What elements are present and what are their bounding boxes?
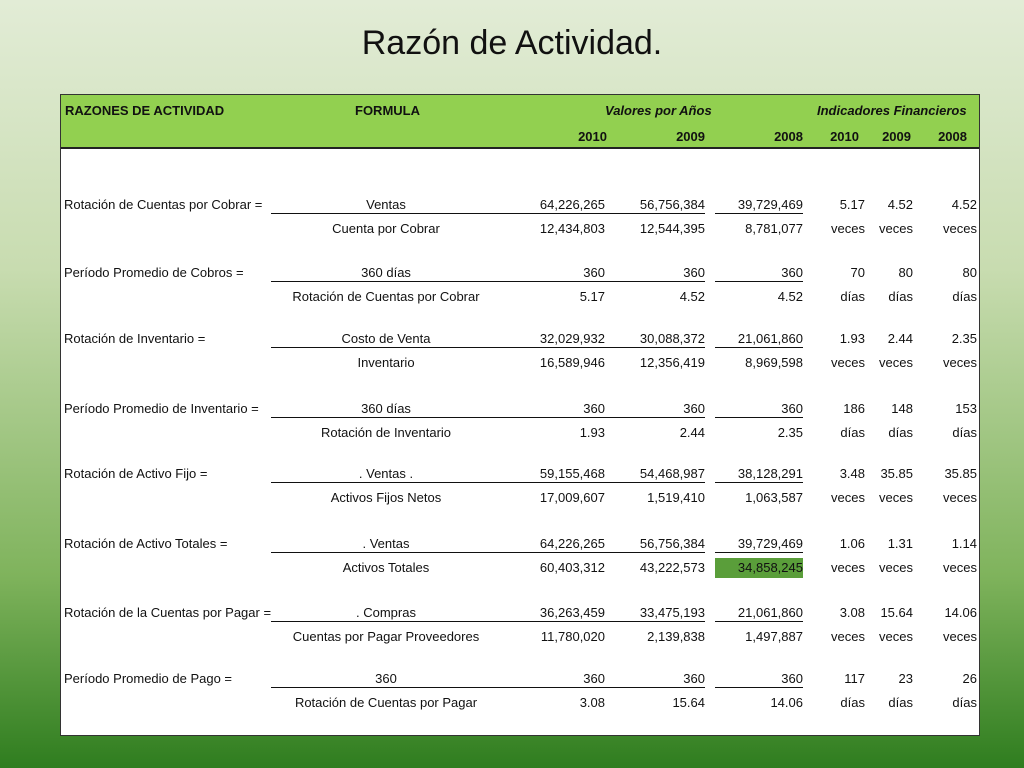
formula-numerator: Ventas <box>271 197 501 214</box>
formula-denominator: Cuenta por Cobrar <box>332 221 440 236</box>
indicator-value: 35.85 <box>944 466 977 481</box>
denominator-value: 1,497,887 <box>745 629 803 644</box>
header-valores: Valores por Años <box>605 103 712 118</box>
denominator-value: 4.52 <box>679 289 705 304</box>
header-ind-year-2009: 2009 <box>882 129 911 144</box>
numerator-value: 38,128,291 <box>715 466 803 483</box>
indicator-value: 1.14 <box>951 536 977 551</box>
ratio-label: Rotación de Activo Fijo = <box>64 466 208 481</box>
numerator-value: 360 <box>715 265 803 282</box>
indicator-value: 3.08 <box>839 605 865 620</box>
formula-numerator: 360 <box>271 671 501 688</box>
numerator-value: 59,155,468 <box>501 466 605 483</box>
indicator-unit: días <box>952 425 977 440</box>
activity-ratios-table <box>60 94 980 736</box>
numerator-value: 64,226,265 <box>501 536 605 553</box>
ratio-label: Rotación de Cuentas por Cobrar = <box>64 197 263 212</box>
indicator-unit: veces <box>879 355 913 370</box>
indicator-unit: veces <box>943 629 977 644</box>
denominator-value: 1.93 <box>579 425 605 440</box>
indicator-value: 153 <box>955 401 977 416</box>
indicator-value: 15.64 <box>880 605 913 620</box>
ratio-label: Período Promedio de Cobros = <box>64 265 244 280</box>
indicator-unit: veces <box>831 221 865 236</box>
numerator-value: 64,226,265 <box>501 197 605 214</box>
numerator-value: 39,729,469 <box>715 536 803 553</box>
denominator-value: 8,781,077 <box>745 221 803 236</box>
numerator-value: 21,061,860 <box>715 331 803 348</box>
denominator-value: 17,009,607 <box>539 490 605 505</box>
numerator-value: 21,061,860 <box>715 605 803 622</box>
indicator-unit: veces <box>831 629 865 644</box>
indicator-unit: veces <box>943 560 977 575</box>
numerator-value: 360 <box>501 671 605 688</box>
formula-denominator: Rotación de Inventario <box>320 425 452 440</box>
ratio-label: Rotación de Inventario = <box>64 331 206 346</box>
denominator-value: 2.35 <box>777 425 803 440</box>
indicator-unit: veces <box>831 560 865 575</box>
denominator-value: 12,356,419 <box>639 355 705 370</box>
numerator-value: 56,756,384 <box>605 197 705 214</box>
denominator-value: 5.17 <box>579 289 605 304</box>
indicator-unit: días <box>840 695 865 710</box>
numerator-value: 360 <box>501 401 605 418</box>
indicator-value: 70 <box>850 265 865 280</box>
indicator-unit: veces <box>943 355 977 370</box>
indicator-value: 26 <box>962 671 977 686</box>
denominator-value: 15.64 <box>672 695 705 710</box>
formula-denominator: Activos Fijos Netos <box>330 490 442 505</box>
header-ind-year-2008: 2008 <box>938 129 967 144</box>
numerator-value: 32,029,932 <box>501 331 605 348</box>
indicator-unit: veces <box>879 629 913 644</box>
indicator-value: 35.85 <box>880 466 913 481</box>
numerator-value: 360 <box>715 671 803 688</box>
table-header <box>61 95 979 149</box>
indicator-unit: veces <box>943 221 977 236</box>
indicator-unit: veces <box>943 490 977 505</box>
indicator-unit: días <box>952 289 977 304</box>
header-razones: RAZONES DE ACTIVIDAD <box>65 103 225 118</box>
header-ind-year-2010: 2010 <box>830 129 859 144</box>
indicator-unit: días <box>952 695 977 710</box>
denominator-value: 1,063,587 <box>745 490 803 505</box>
indicator-unit: veces <box>831 490 865 505</box>
header-formula: FORMULA <box>355 103 420 118</box>
indicator-value: 186 <box>843 401 865 416</box>
numerator-value: 36,263,459 <box>501 605 605 622</box>
denominator-value: 16,589,946 <box>539 355 605 370</box>
formula-denominator: Activos Totales <box>342 560 430 575</box>
ratio-label: Rotación de la Cuentas por Pagar = <box>64 605 272 620</box>
indicator-unit: veces <box>831 355 865 370</box>
ratio-label: Rotación de Activo Totales = <box>64 536 228 551</box>
numerator-value: 360 <box>605 265 705 282</box>
formula-numerator: 360 días <box>271 265 501 282</box>
indicator-unit: días <box>888 695 913 710</box>
formula-denominator: Inventario <box>357 355 415 370</box>
header-year-2010: 2010 <box>578 129 607 144</box>
denominator-value: 1,519,410 <box>647 490 705 505</box>
denominator-value: 4.52 <box>777 289 803 304</box>
denominator-value: 3.08 <box>579 695 605 710</box>
ratio-label: Período Promedio de Inventario = <box>64 401 259 416</box>
slide-title: Razón de Actividad. <box>361 24 663 62</box>
denominator-value: 11,780,020 <box>540 629 605 644</box>
indicator-value: 2.35 <box>951 331 977 346</box>
header-year-2009: 2009 <box>676 129 705 144</box>
indicator-unit: veces <box>879 490 913 505</box>
header-indicadores: Indicadores Financieros <box>817 103 967 118</box>
formula-denominator: Rotación de Cuentas por Cobrar <box>292 289 480 304</box>
formula-numerator: Costo de Venta <box>271 331 501 348</box>
numerator-value: 54,468,987 <box>605 466 705 483</box>
indicator-value: 23 <box>898 671 913 686</box>
header-year-2008: 2008 <box>774 129 803 144</box>
indicator-value: 80 <box>898 265 913 280</box>
indicator-value: 3.48 <box>839 466 865 481</box>
numerator-value: 360 <box>715 401 803 418</box>
formula-denominator: Cuentas por Pagar Proveedores <box>292 629 480 644</box>
numerator-value: 30,088,372 <box>605 331 705 348</box>
numerator-value: 33,475,193 <box>605 605 705 622</box>
indicator-value: 14.06 <box>944 605 977 620</box>
indicator-unit: veces <box>879 560 913 575</box>
indicator-value: 1.31 <box>887 536 913 551</box>
denominator-value: 43,222,573 <box>639 560 705 575</box>
indicator-unit: días <box>840 289 865 304</box>
indicator-value: 117 <box>844 671 865 686</box>
formula-numerator: . Compras <box>271 605 501 622</box>
indicator-value: 2.44 <box>887 331 913 346</box>
indicator-unit: veces <box>879 221 913 236</box>
ratio-label: Período Promedio de Pago = <box>64 671 233 686</box>
indicator-value: 148 <box>891 401 913 416</box>
formula-denominator: Rotación de Cuentas por Pagar <box>294 695 478 710</box>
formula-numerator: . Ventas . <box>271 466 501 483</box>
indicator-value: 80 <box>962 265 977 280</box>
numerator-value: 360 <box>605 401 705 418</box>
indicator-value: 1.93 <box>839 331 865 346</box>
denominator-value: 12,544,395 <box>639 221 705 236</box>
numerator-value: 360 <box>501 265 605 282</box>
indicator-unit: días <box>888 425 913 440</box>
indicator-value: 1.06 <box>839 536 865 551</box>
denominator-value: 60,403,312 <box>539 560 605 575</box>
numerator-value: 360 <box>605 671 705 688</box>
numerator-value: 39,729,469 <box>715 197 803 214</box>
highlighted-cell: 34,858,245 <box>715 558 803 578</box>
formula-numerator: 360 días <box>271 401 501 418</box>
denominator-value: 2,139,838 <box>647 629 705 644</box>
numerator-value: 56,756,384 <box>605 536 705 553</box>
denominator-value: 14.06 <box>770 695 803 710</box>
denominator-value: 8,969,598 <box>745 355 803 370</box>
indicator-unit: días <box>840 425 865 440</box>
denominator-value: 2.44 <box>679 425 705 440</box>
indicator-unit: días <box>888 289 913 304</box>
formula-numerator: . Ventas <box>271 536 501 553</box>
indicator-value: 4.52 <box>951 197 977 212</box>
indicator-value: 5.17 <box>839 197 865 212</box>
denominator-value: 12,434,803 <box>539 221 605 236</box>
indicator-value: 4.52 <box>887 197 913 212</box>
